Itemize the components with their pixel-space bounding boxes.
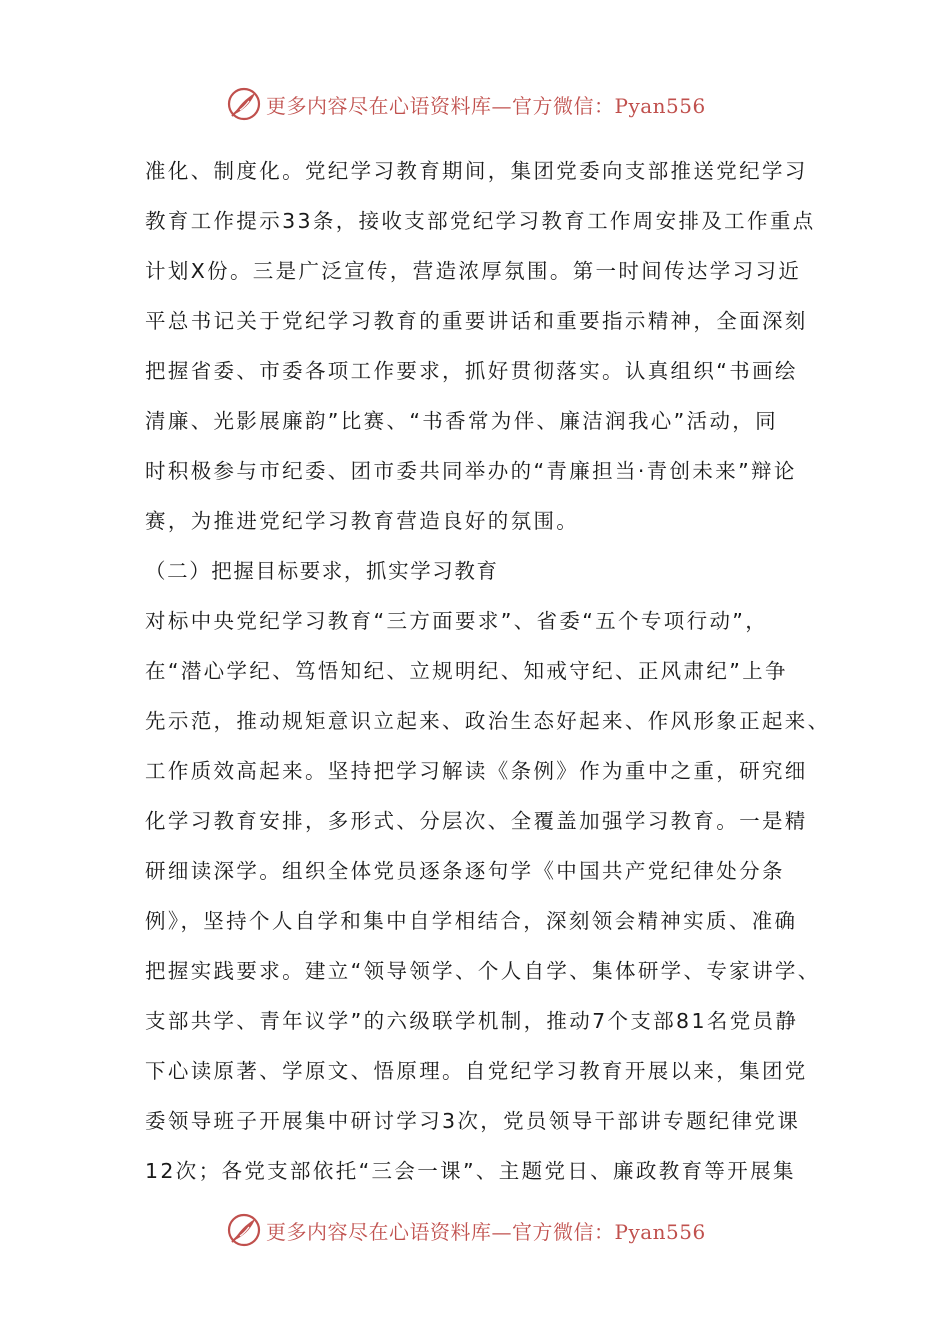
section-heading: （二）把握目标要求，抓实学习教育 xyxy=(145,559,499,583)
header-watermark xyxy=(226,86,746,122)
body-line: 支部共学、青年议学”的六级联学机制，推动7个支部81名党员静 xyxy=(145,1009,799,1033)
body-line: 清廉、光影展廉韵”比赛、“书香常为伴、廉洁润我心”活动，同 xyxy=(145,409,779,433)
body-line: 对标中央党纪学习教育“三方面要求”、省委“五个专项行动”， xyxy=(145,609,769,633)
body-line: 化学习教育安排，多形式、分层次、全覆盖加强学习教育。一是精 xyxy=(145,809,808,833)
document-body xyxy=(145,146,831,1196)
body-line: 准化、制度化。党纪学习教育期间，集团党委向支部推送党纪学习 xyxy=(145,159,808,183)
body-line: 把握实践要求。建立“领导领学、个人自学、集体研学、专家讲学、 xyxy=(145,959,821,983)
body-line: 在“潜心学纪、笃悟知纪、立规明纪、知戒守纪、正风肃纪”上争 xyxy=(145,659,788,683)
body-line: 时积极参与市纪委、团市委共同举办的“青廉担当·青创未来”辩论 xyxy=(145,459,797,483)
quill-logo-icon xyxy=(226,86,262,122)
body-line: 把握省委、市委各项工作要求，抓好贯彻落实。认真组织“书画绘 xyxy=(145,359,798,383)
footer-watermark xyxy=(226,1212,746,1248)
body-line: 例》，坚持个人自学和集中自学相结合，深刻领会精神实质、准确 xyxy=(145,909,798,933)
body-line: 下心读原著、学原文、悟原理。自党纪学习教育开展以来，集团党 xyxy=(145,1059,808,1083)
watermark-text: 更多内容尽在心语资料库—官方微信：Pyan556 xyxy=(266,1219,706,1244)
body-line: 教育工作提示33条，接收支部党纪学习教育工作周安排及工作重点 xyxy=(145,209,816,233)
watermark-text: 更多内容尽在心语资料库—官方微信：Pyan556 xyxy=(266,93,706,118)
quill-logo-icon xyxy=(226,1212,262,1248)
body-line: 平总书记关于党纪学习教育的重要讲话和重要指示精神，全面深刻 xyxy=(145,309,808,333)
body-line: 先示范，推动规矩意识立起来、政治生态好起来、作风形象正起来、 xyxy=(145,709,831,733)
body-line: 研细读深学。组织全体党员逐条逐句学《中国共产党纪律处分条 xyxy=(145,859,785,883)
body-line: 计划X份。三是广泛宣传，营造浓厚氛围。第一时间传达学习习近 xyxy=(145,259,802,283)
body-line: 赛，为推进党纪学习教育营造良好的氛围。 xyxy=(145,509,580,533)
body-line: 委领导班子开展集中研讨学习3次，党员领导干部讲专题纪律党课 xyxy=(145,1109,801,1133)
body-line: 工作质效高起来。坚持把学习解读《条例》作为重中之重，研究细 xyxy=(145,759,808,783)
body-line: 12次；各党支部依托“三会一课”、主题党日、廉政教育等开展集 xyxy=(145,1159,796,1183)
